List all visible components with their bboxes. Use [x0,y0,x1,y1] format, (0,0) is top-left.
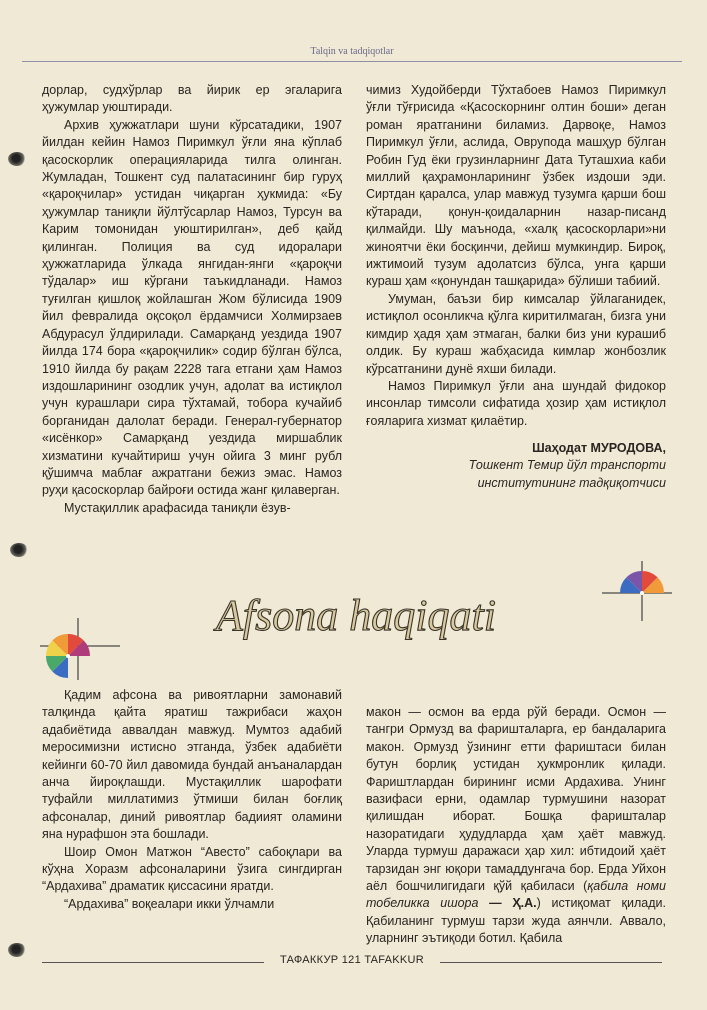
paragraph [366,704,666,948]
editor-initials: — Ҳ.А. [478,896,537,911]
page-footer [42,954,662,970]
author-affiliation-line1: Тошкент Темир йўл транспорти [468,458,666,473]
page-number-label: ТАФАККУР 121 TAFAKKUR [279,954,425,966]
color-wheel-icon-right [602,561,672,621]
author-name: Шаҳодат МУРОДОВА, [532,441,666,455]
color-wheel-icon-left [40,618,120,680]
paragraph: чимиз Худойберди Тўхтабоев Намоз Пиримкул ўғли тўғрисида «Қасоскорнинг олтин боши» деган роман яратганини биламиз. Дарвоқе, Намоз Пиримкул ўғли, аслида, Оврупода машҳур бўлган Робин Гуд ёки грузинларнинг Дата Туташхиа каби миллий қаҳрамонларининг ўзбек издоши эди. Сиртдан қаралса, улар мавжуд тузумга қарши бош кўтаради, қонун-қоидаларнин назар-писанд қилмайди. Шу маънода, «халқ қасоскорлари»ни жиноятчи ёки босқинчи, дейиш мумкиндир. Бироқ, ижтимоий тузум адолатсиз бўлса, унга қарши кураш ҳам «қонундан ташқарида» бўлиши табиий. [366,83,666,289]
paragraph-text: макон — осмон ва ерда рўй беради. Осмон — тангри Ормузд ва фаришталарга, ер бандаларига макон. Ормузд ўзининг етти фариштаси билан бутун борлиқ устидан ҳукмронлик қилади. Фариштлардан бирининг исми Ардахива. Унинг вазифаси ерни, одамлар турмушини назорат қилишдан иборат. Бошқа фаришталар назоратидаги ҳудудларда ҳам ҳаёт мавжуд. Уларда турмуш даражаси ҳар хил: ибтидоий ҳаёт тарзидан энг юқори тамаддунгача бор. Ерда Уйхон аёл бошчилигидаги қўй қабиласи ( [366,705,666,894]
article1-column-right [366,82,666,430]
footer-rule-right [440,962,662,963]
article2-column-right [366,704,666,948]
running-head: Talqin va tadqiqotlar [310,46,394,57]
paragraph: Қадим афсона ва ривоятларни замонавий талқинда қайта яратиш тажрибаси жаҳон адабиётида аввалдан мавжуд. Мумтоз адабий меросимизни истисно этганда, ўзбек адабиёти кейинги 60-70 йил давомида бундай анъаналардан анча йироқлашди. Мустақиллик шарофати туфайли миллатимиз ўтмиши билан боғлиқ афсоналар, диний ривоятлар бадиият оламини яна нурафшон эта бошлади. [42,688,342,842]
punch-hole [10,543,28,557]
paragraph: Архив ҳужжатлари шуни кўрсатадики, 1907 йилдан кейин Намоз Пиримкул ўғли яна кўплаб қасоскорлик операцияларида тилга олинган. Жумладан, Тошкент суд палатасининг бир гуруҳ «қароқчилар» устидан чиқарган ҳукмида: «Бу ҳужумлар таниқли йўлтўсарлар Намоз, Турсун ва Карим томонидан уюштирилган», деб қайд қилинган. Полиция ва суд идоралари ҳужжатларида ўлкада янгидан-янги «қароқчи тўдалар» иш кўргани таъкидланади. Намоз туғилган қишлоқ жойлашган Жом бўлисида 1909 йил февралида оқсоқол ёрдамчиси Холмирзаев Абдурасул ўлдирилади. Самарқанд уездида 1907 йилда 174 бора «қароқчилик» содир бўлган бўлса, 1910 йилда бу рақам 2228 тага етгани ҳам Намоз издошларининг озодлик учун, адолат ва истиқлол учун курашлари сира тўхтамай, тобора кучайиб борганидан далолат беради. Генерал-губернатор «исёнкор» Самарқанд уездида миршаблик хизматини кучайтириш учун ойига 3 минг рубл қўшимча маблағ ажратгани бежиз эмас. Намоз руҳи қасоскорлар байроғи остида жанг қилаверган. [42,117,342,498]
paragraph: Мустақиллик арафасида таниқли ёзув- [64,500,291,515]
paragraph: Умуман, баъзи бир кимсалар ўйлаганидек, истиқлол осонликча қўлга киритилмаган, бизга уни кимдир ҳадя ҳам этмаган, балки биз уни курашиб олдик. Бу кураш жабҳасида кимлар жонбозлик кўрсатганини дунё яхши билади. [366,291,666,376]
paragraph: “Ардахива” воқеалари икки ўлчамли [64,896,275,911]
paragraph-text: ) истиқомат қилади. Қабиланинг турмуш тарзи жуда аянчли. Аввало, уларнинг эътиқоди ботил. Қабила [366,896,666,946]
punch-hole [8,943,26,957]
paragraph: дорлар, судхўрлар ва йирик ер эгаларига ҳужумлар уюштиради. [42,83,342,115]
paragraph: Шоир Омон Матжон “Авесто” сабоқлари ва кўҳна Хоразм афсоналарини ўзига сингдирган “Ардахива” драматик қиссасини яратди. [42,844,342,894]
author-affiliation-line2: институтининг тадқиқотчиси [477,475,666,490]
article-title [176,588,536,644]
article1-signature [366,430,666,492]
article1-column-left [42,82,342,517]
punch-hole [8,152,26,166]
header-rule [22,61,682,62]
paragraph: Намоз Пиримкул ўғли ана шундай фидокор инсонлар тимсоли сифатида ҳозир ҳам истиқлол ғояларига хизмат қилаётир. [366,378,666,428]
italic-note: қабила номи тобеликка ишора [366,879,666,911]
article-title-text: Afsona haqiqati [216,591,496,640]
article2-column-left [42,687,342,913]
